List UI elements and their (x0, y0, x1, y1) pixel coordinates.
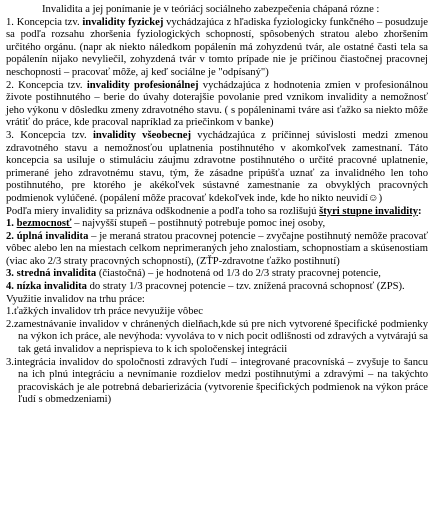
degree-item-3 (6, 268, 428, 281)
usage-item-1 (6, 306, 428, 319)
concept-number: 1. (6, 16, 14, 28)
degree-number: 4. (6, 281, 14, 293)
usage-title: Využitie invalidov na trhu práce: (6, 293, 145, 305)
usage-text: ťažkých invalidov trh práce nevyužije vôbec (13, 306, 203, 318)
usage-number: 2. (6, 318, 14, 330)
degree-term: úplná invalidita (16, 230, 89, 242)
concept-prefix: Koncepcia tzv. (20, 129, 93, 141)
degree-term: bezmocnosť (16, 218, 72, 230)
concept-item-3 (6, 130, 428, 206)
concept-body: vychádzajúca z hodnotenia zmien v profesionálnou živote postihnutého – berie do úvahy doterajšie povolanie pred vznikom invalidity a nemožnosť jeho výkonu v dôsledku zmeny zdravotného stavu. ( s popáleninami tváre asi ťažko sa niekto môže vrátiť do práce, kde pracoval napríklad za priečinkom v banke) (6, 79, 428, 129)
concept-number: 3. (6, 129, 14, 141)
concept-number: 2. (6, 79, 14, 91)
concept-term: invalidity profesionálnej (86, 79, 199, 91)
degree-number: 3. (6, 268, 14, 280)
degree-body: do straty 1/3 pracovnej potencie – tzv. znížená pracovná schopnosť (ZPS). (86, 281, 405, 293)
degree-item-2 (6, 231, 428, 269)
concept-item-2 (6, 80, 428, 130)
concept-term: invalidity fyzickej (82, 16, 164, 28)
degree-body: (čiastočná) – je hodnotená od 1/3 do 2/3 straty pracovnej potencie, (96, 268, 381, 280)
usage-text: integrácia invalidov do spoločnosti zdravých ľudí – integrované pracovníská – zvyšuje to šancu na ich plnú integráciu a nevnímanie rozdielov medzi postihnutými a zdravými – na takýchto pracoviskách je ale potrebná debarierizácia (vytvorenie špecifických podmienok na výkon práce ľudí s obmedzeniami) (13, 356, 428, 406)
degrees-intro (6, 206, 428, 219)
degree-body: – je meraná stratou pracovnej potencie – zvyčajne postihnutý nemôže pracovať vôbec alebo len na miestach celkom neprimeraných jeho znalostiam, schopnostiam a skúsenostiam (viac ako 2/3 straty pracovných schopností), (ZŤP-zdravotne ťažko postihnutí) (6, 230, 428, 267)
usage-text: zamestnávanie invalidov v chránených dielňach,kde sú pre nich vytvorené špecifické podmienky na výkon ich práce, ale nevýhoda: vyvoláva to v nich pocit odlišnosti od zdravých a vytvárajú sa tak getá invalidov a neprispieva to k ich spoločenskej integrácii (13, 318, 428, 356)
degree-term: nízka invalidita (16, 281, 87, 293)
intro-paragraph: Invalidita a jej ponímanie je v teóriácj sociálneho zabezpečenia chápaná rózne : (42, 4, 380, 15)
concept-prefix: Koncepcia tzv. (18, 79, 87, 91)
usage-item-3 (6, 357, 428, 407)
usage-number: 1. (6, 306, 14, 318)
concept-item-1 (6, 17, 428, 80)
usage-item-2 (6, 319, 428, 357)
usage-number: 3. (6, 356, 14, 368)
concept-body: vychádzajúca z hľadiska fyziologicky funkčného – posudzuje sa podľa rozsahu zhoršenia fyziologických schopností, spôsobených stratou alebo zhoršením určitého orgánu. (napr ak niekto náledkom popálenín má zohyzdenú tvár, ale ostatné časti tela sa popálenín nijako nevyliečil, zohyzdená tvár v tomto prípade nie je príčinou čiastočnej pracovnej neschopnosti – pracovať môže, aj keď sociálne je "odpísaný") (6, 16, 428, 78)
degree-item-4 (6, 281, 428, 294)
degree-number: 2. (6, 230, 14, 242)
degrees-colon: : (418, 205, 422, 217)
degree-number: 1. (6, 218, 14, 230)
degrees-title: štyri stupne invalidity (319, 205, 419, 217)
degrees-intro-text: Podľa miery invalidity sa priznáva odškodnenie a podľa toho sa rozlišujú (6, 205, 320, 217)
concept-body: vychádzajúca z príčinnej súvislosti medzi zmenou zdravotného stavu a nemožnosťou uplatnenia postihnutého v akomkoľvek zamestnaní. Táto koncepcia sa usiluje o stimuláciu záujmu zdravotne postihnutého o určité pracovné uplatnenie, primerané jeho zdravotnému stavu, tým, že zásadne pripúšťa uznať za invalidného len toho postihnutého, pre ktorého je akékoľvek sústavné zamestnanie za obvyklých pracovných podmienok vylúčené. (popálení môže pracovať kdekoľvek inde, kde ho nikto neuvidí☺) (6, 129, 428, 204)
concept-prefix: Koncepcia tzv. (16, 16, 83, 28)
degree-item-1 (6, 218, 428, 231)
concept-term: invalidity všeobecnej (92, 129, 192, 141)
degree-body: – najvyšší stupeň – postihnutý potrebuje pomoc inej osoby, (71, 218, 326, 230)
degree-term: stredná invalidita (16, 268, 97, 280)
